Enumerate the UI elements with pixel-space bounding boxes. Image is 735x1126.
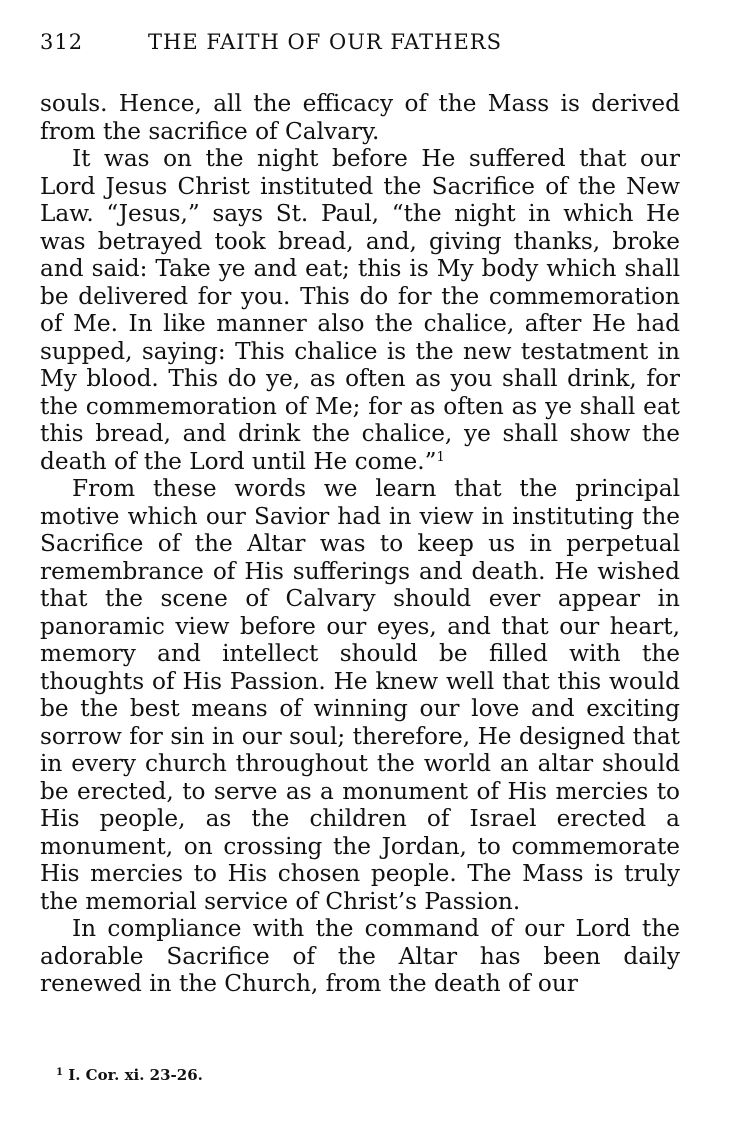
body-text	[40, 90, 680, 998]
paragraph-principal-motive: From these words we learn that the principal motive which our Savior had in view in instituting the Sacrifice of the Altar was to keep us in perpetual remembrance of His sufferings and death. He wished that the scene of Calvary should ever appear in panoramic view before our eyes, and that our heart, memory and intellect should be filled with the thoughts of His Passion. He knew well that this would be the best means of winning our love and exciting sorrow for sin in our soul; therefore, He designed that in every church throughout the world an altar should be erected, to serve as a monument of His mercies to His people, as the children of Israel erected a monument, on crossing the Jordan, to commemorate His mercies to His chosen people. The Mass is truly the memorial service of Christ’s Passion.	[40, 475, 680, 915]
footnote-reference: 1	[436, 449, 445, 465]
page-number: 312	[40, 30, 84, 54]
running-title: THE FAITH OF OUR FATHERS	[148, 30, 503, 54]
footnote-marker: 1	[56, 1067, 63, 1078]
page-header	[40, 30, 690, 64]
paragraph-continuation: souls. Hence, all the efficacy of the Mass is derived from the sacrifice of Calvary.	[40, 90, 680, 145]
footnote	[56, 1066, 203, 1084]
paragraph-compliance: In compliance with the command of our Lord the adorable Sacrifice of the Altar has been daily renewed in the Church, from the death of our	[40, 915, 680, 997]
paragraph-last-supper: It was on the night before He suffered that our Lord Jesus Christ instituted the Sacrifice of the New Law. “Jesus,” says St. Paul, “the night in which He was betrayed took bread, and, giving thanks, broke and said: Take ye and eat; this is My body which shall be delivered for you. This do for the commemoration of Me. In like manner also the chalice, after He had supped, saying: This chalice is the new testatment in My blood. This do ye, as often as you shall drink, for the commemoration of Me; for as often as ye shall eat this bread, and drink the chalice, ye shall show the death of the Lord until He come.”$^1$	[40, 145, 680, 475]
footnote-text: I. Cor. xi. 23-26.	[68, 1066, 203, 1084]
